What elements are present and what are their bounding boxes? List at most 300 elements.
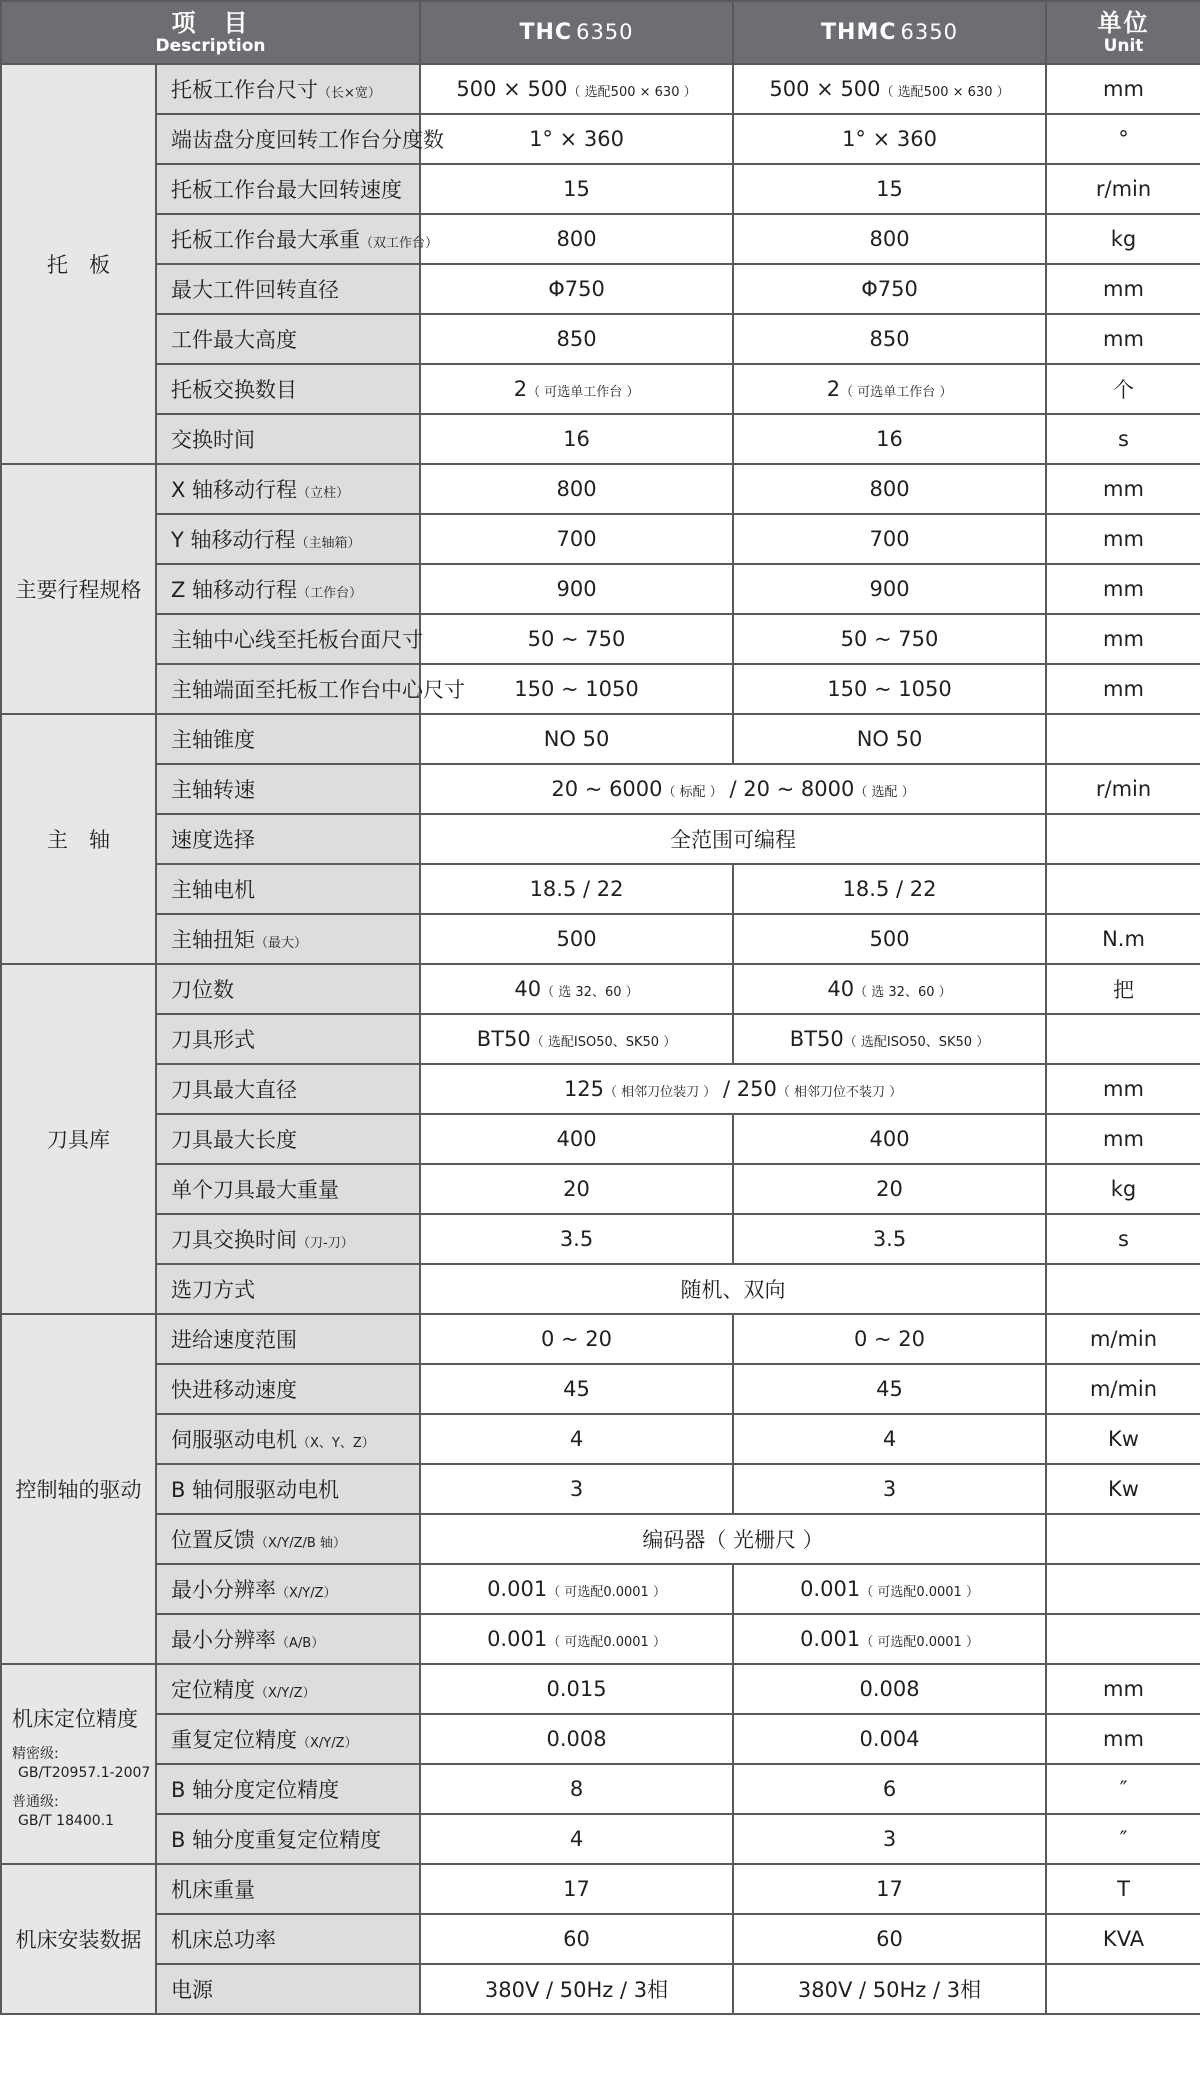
item-cell: [156, 164, 420, 214]
model2-value: 0 ~ 20: [854, 1327, 926, 1351]
item-label: 主轴转速: [171, 778, 255, 802]
item-cell: [156, 714, 420, 764]
merged-value-b: / 250: [716, 1077, 777, 1101]
model1-value: 17: [563, 1877, 590, 1901]
model1-value: 150 ~ 1050: [514, 677, 639, 701]
model1-value-cell: [420, 1814, 733, 1864]
model2-value: 60: [876, 1927, 903, 1951]
item-cell: [156, 1514, 420, 1564]
unit-value: mm: [1103, 527, 1144, 551]
model1-value: 20: [563, 1177, 590, 1201]
model1-value: 0.008: [546, 1727, 607, 1751]
table-row: [1, 914, 1200, 964]
model2-value-note: （ 选配500 × 630 ）: [880, 85, 1010, 100]
table-row: [1, 164, 1200, 214]
table-row: [1, 1014, 1200, 1064]
item-cell: [156, 1664, 420, 1714]
table-row: [1, 964, 1200, 1014]
model2-value-cell: [733, 464, 1046, 514]
unit-cell: [1046, 1714, 1200, 1764]
unit-value: mm: [1103, 1677, 1144, 1701]
unit-value: mm: [1103, 327, 1144, 351]
table-row: [1, 1814, 1200, 1864]
model2-value: 20: [876, 1177, 903, 1201]
item-cell: [156, 814, 420, 864]
model1-value-cell: [420, 1914, 733, 1964]
merged-value-cell: [420, 1064, 1046, 1114]
unit-cell: [1046, 614, 1200, 664]
item-label: 端齿盘分度回转工作台分度数: [171, 128, 444, 152]
model2-value: 18.5 / 22: [842, 877, 937, 901]
item-note: （X/Y/Z/B 轴）: [255, 1536, 346, 1551]
table-row: [1, 1214, 1200, 1264]
model2-value-note: （ 选配ISO50、SK50 ）: [843, 1035, 990, 1050]
item-label: 刀具最大长度: [171, 1128, 297, 1152]
unit-cell: [1046, 1514, 1200, 1564]
model2-value-note: （ 可选配0.0001 ）: [860, 1585, 979, 1600]
item-cell: [156, 1064, 420, 1114]
table-row: [1, 1364, 1200, 1414]
unit-cell: [1046, 1314, 1200, 1364]
table-row: [1, 614, 1200, 664]
group-pallet: [1, 64, 156, 464]
unit-cell: [1046, 1614, 1200, 1664]
model1-value: 0 ~ 20: [541, 1327, 613, 1351]
item-cell: [156, 1414, 420, 1464]
unit-cell: [1046, 1364, 1200, 1414]
table-row: [1, 114, 1200, 164]
model2-value: 0.001: [800, 1577, 861, 1601]
model2-value: 3: [882, 1477, 897, 1501]
model1-value-cell: [420, 1464, 733, 1514]
model2-value: BT50: [789, 1027, 844, 1051]
item-cell: [156, 264, 420, 314]
model1-value-cell: [420, 414, 733, 464]
item-note: （X/Y/Z）: [276, 1586, 337, 1601]
table-row: [1, 564, 1200, 614]
unit-value: mm: [1103, 477, 1144, 501]
group-install-label: 机床安装数据: [15, 1928, 142, 1952]
item-label: 托板工作台最大回转速度: [171, 178, 402, 202]
item-cell: [156, 214, 439, 264]
model1-value-cell: [420, 1164, 733, 1214]
item-label: 单个刀具最大重量: [171, 1178, 339, 1202]
table-row: [1, 514, 1200, 564]
model2-value-cell: [733, 1764, 1046, 1814]
item-cell: [156, 414, 420, 464]
table-row: [1, 1564, 1200, 1614]
model1-value-note: （ 选 32、60 ）: [541, 985, 639, 1000]
model1-value-cell: [420, 564, 733, 614]
item-label: B 轴分度定位精度: [171, 1778, 340, 1802]
item-label: 进给速度范围: [171, 1328, 297, 1352]
group-install: [1, 1864, 156, 2014]
item-cell: [156, 1364, 420, 1414]
item-label: 选刀方式: [171, 1278, 255, 1302]
unit-value: mm: [1103, 1727, 1144, 1751]
model2-value: 0.008: [859, 1677, 920, 1701]
model1-number: 6350: [576, 20, 634, 44]
model2-value: 16: [876, 427, 903, 451]
unit-value: mm: [1103, 1077, 1144, 1101]
table-row: [1, 1164, 1200, 1214]
model1-value: 40: [514, 977, 542, 1001]
table-row: [1, 864, 1200, 914]
model1-value: 3: [569, 1477, 584, 1501]
table-row: [1, 1264, 1200, 1314]
item-label: 最小分辨率: [171, 1578, 276, 1602]
model1-value: 0.015: [546, 1677, 607, 1701]
model2-value-cell: [733, 614, 1046, 664]
group-tool-magazine: [1, 964, 156, 1314]
table-row: [1, 1614, 1200, 1664]
item-label: 主轴锥度: [171, 728, 255, 752]
model2-value: 700: [869, 527, 910, 551]
unit-value: kg: [1110, 227, 1137, 251]
model2-value-cell: [733, 1914, 1046, 1964]
unit-cell: [1046, 1864, 1200, 1914]
model1-value-cell: [420, 1414, 733, 1464]
merged-value-cell: [420, 1264, 1046, 1314]
merged-value-cell: [420, 1514, 1046, 1564]
item-note: （最大）: [255, 936, 308, 951]
model1-value-cell: [420, 264, 733, 314]
unit-value: mm: [1103, 1127, 1144, 1151]
unit-value: m/min: [1089, 1327, 1158, 1351]
model1-value-cell: [420, 1364, 733, 1414]
unit-value: mm: [1103, 277, 1144, 301]
item-cell: [156, 1814, 420, 1864]
model1-value-cell: [420, 1564, 733, 1614]
table-row: [1, 64, 1200, 114]
header-model-1: [420, 1, 733, 64]
model2-value: 500 × 500: [769, 77, 881, 101]
table-row: [1, 664, 1200, 714]
item-cell: [156, 864, 420, 914]
model2-value-cell: [733, 514, 1046, 564]
unit-cell: [1046, 664, 1200, 714]
unit-value: mm: [1103, 577, 1144, 601]
model2-value: 150 ~ 1050: [827, 677, 952, 701]
group-axis-drive-label: 控制轴的驱动: [15, 1478, 142, 1502]
item-label: 托板工作台尺寸: [171, 78, 318, 102]
model2-value: 500: [869, 927, 910, 951]
item-cell: [156, 1714, 420, 1764]
unit-value: 个: [1113, 378, 1135, 402]
table-row: [1, 1664, 1200, 1714]
model2-value-cell: [733, 1114, 1046, 1164]
item-label: 快进移动速度: [171, 1378, 297, 1402]
item-note: （X/Y/Z）: [297, 1736, 358, 1751]
model2-value-cell: [733, 1464, 1046, 1514]
table-row: [1, 464, 1200, 514]
item-label: 工件最大高度: [171, 328, 297, 352]
precision-title: 机床定位精度: [12, 1707, 138, 1731]
model2-value-cell: [733, 264, 1046, 314]
unit-value: KVA: [1102, 1927, 1145, 1951]
model1-value-cell: [420, 1664, 733, 1714]
unit-value: r/min: [1095, 777, 1152, 801]
model1-value: 16: [563, 427, 590, 451]
unit-cell: [1046, 1764, 1200, 1814]
item-note: （双工作台）: [360, 236, 439, 251]
item-label: 电源: [171, 1978, 213, 2002]
item-note: （长×宽）: [318, 86, 381, 101]
header-item-cn: 项 目: [171, 8, 250, 37]
group-spindle: [1, 714, 156, 964]
unit-cell: [1046, 214, 1200, 264]
unit-cell: [1046, 714, 1200, 764]
table-row: [1, 1964, 1200, 2014]
merged-value-a: 125: [563, 1077, 605, 1101]
model1-value: 400: [556, 1127, 597, 1151]
model1-value-cell: [420, 1964, 733, 2014]
model2-value-cell: [733, 964, 1046, 1014]
item-label: 主轴端面至托板工作台中心尺寸: [171, 678, 465, 702]
model2-value-cell: [733, 364, 1046, 414]
header-item-en: Description: [155, 35, 266, 56]
precision-note2-label: 普通级:: [12, 1794, 59, 1810]
item-label: 刀具交换时间: [171, 1228, 297, 1252]
table-row: [1, 414, 1200, 464]
header-unit-cn: 单位: [1097, 8, 1150, 37]
model2-value: 900: [869, 577, 910, 601]
model2-value: 40: [827, 977, 855, 1001]
model1-value: 2: [513, 377, 528, 401]
merged-value-a: 随机、双向: [680, 1278, 786, 1302]
unit-value: N.m: [1102, 927, 1145, 951]
model2-brand: THMC: [821, 20, 897, 45]
model1-value-cell: [420, 514, 733, 564]
model2-value-cell: [733, 1864, 1046, 1914]
model1-value-cell: [420, 464, 733, 514]
item-note: （X/Y/Z）: [255, 1686, 316, 1701]
model1-value-cell: [420, 314, 733, 364]
model2-value-cell: [733, 564, 1046, 614]
model1-value-note: （ 可选单工作台 ）: [527, 385, 640, 400]
model1-value-cell: [420, 364, 733, 414]
model1-value-cell: [420, 964, 733, 1014]
model1-value: 800: [556, 477, 597, 501]
model2-value-cell: [733, 414, 1046, 464]
item-cell: [156, 64, 420, 114]
model2-value-note: （ 可选单工作台 ）: [840, 385, 953, 400]
model2-value-cell: [733, 1414, 1046, 1464]
model1-value-cell: [420, 614, 733, 664]
model1-value: 800: [556, 227, 597, 251]
model2-value-cell: [733, 1014, 1046, 1064]
header-description: [1, 1, 420, 64]
unit-cell: [1046, 764, 1200, 814]
group-axis-drive: [1, 1314, 156, 1664]
item-label: 刀位数: [171, 978, 234, 1002]
item-note: （主轴箱）: [295, 536, 361, 551]
item-label: 伺服驱动电机: [171, 1428, 297, 1452]
item-label: 最大工件回转直径: [171, 278, 339, 302]
item-label: B 轴分度重复定位精度: [171, 1828, 382, 1852]
model2-value-cell: [733, 1364, 1046, 1414]
model1-value: NO 50: [543, 727, 610, 751]
item-label: Z 轴移动行程: [171, 578, 298, 602]
model1-value: 850: [556, 327, 597, 351]
model1-value-cell: [420, 1864, 733, 1914]
group-tool-magazine-label: 刀具库: [47, 1128, 110, 1152]
model1-value-cell: [420, 114, 733, 164]
item-cell: [156, 1214, 420, 1264]
item-cell: [156, 1164, 420, 1214]
model2-value-cell: [733, 664, 1046, 714]
unit-cell: [1046, 964, 1200, 1014]
item-cell: [156, 1864, 420, 1914]
merged-value-a: 全范围可编程: [670, 828, 797, 852]
unit-cell: [1046, 1114, 1200, 1164]
item-cell: [156, 964, 420, 1014]
item-label: 托板交换数目: [171, 378, 297, 402]
model2-value-note: （ 选 32、60 ）: [854, 985, 952, 1000]
item-note: （刀-刀）: [297, 1236, 354, 1251]
unit-cell: [1046, 1914, 1200, 1964]
model1-value-cell: [420, 914, 733, 964]
model1-value: 380V / 50Hz / 3相: [484, 1978, 669, 2002]
item-cell: [156, 764, 420, 814]
item-note: （工作台）: [297, 586, 363, 601]
model2-value: 400: [869, 1127, 910, 1151]
model2-value: 45: [876, 1377, 903, 1401]
model2-value-cell: [733, 1214, 1046, 1264]
merged-value-b: / 20 ~ 8000: [722, 777, 855, 801]
table-row: [1, 364, 1200, 414]
unit-cell: [1046, 1414, 1200, 1464]
unit-cell: [1046, 1664, 1200, 1714]
unit-cell: [1046, 1564, 1200, 1614]
unit-value: ″: [1119, 1777, 1128, 1801]
table-row: [1, 764, 1200, 814]
merged-value-a: 编码器（ 光栅尺 ）: [642, 1528, 824, 1552]
group-pallet-label: 托 板: [47, 253, 110, 277]
model1-value: 900: [556, 577, 597, 601]
header-unit: [1046, 1, 1200, 64]
unit-cell: [1046, 414, 1200, 464]
model2-value-cell: [733, 1664, 1046, 1714]
unit-value: Kw: [1108, 1427, 1139, 1451]
item-cell: [156, 1264, 420, 1314]
model1-value-cell: [420, 1714, 733, 1764]
model1-value-cell: [420, 214, 733, 264]
model2-value-cell: [733, 1164, 1046, 1214]
unit-cell: [1046, 314, 1200, 364]
model1-value: 500: [556, 927, 597, 951]
precision-note1-standard: GB/T20957.1-2007: [18, 1765, 151, 1781]
table-row: [1, 1114, 1200, 1164]
model1-value-cell: [420, 1764, 733, 1814]
model1-value: 8: [569, 1777, 584, 1801]
unit-value: 把: [1113, 978, 1135, 1002]
model2-value-cell: [733, 1814, 1046, 1864]
unit-cell: [1046, 164, 1200, 214]
header-row: [1, 1, 1200, 64]
model1-value: 45: [563, 1377, 590, 1401]
model1-value: 1° × 360: [529, 127, 624, 151]
merged-value-cell: [420, 814, 1046, 864]
item-label: 主轴电机: [171, 878, 255, 902]
model2-value: 50 ~ 750: [840, 627, 939, 651]
merged-value-a-note: （ 标配 ）: [662, 785, 723, 800]
unit-cell: [1046, 564, 1200, 614]
unit-cell: [1046, 1464, 1200, 1514]
model2-value: 850: [869, 327, 910, 351]
model1-value-cell: [420, 1114, 733, 1164]
model1-value-cell: [420, 1214, 733, 1264]
model2-value: 0.001: [800, 1627, 861, 1651]
unit-cell: [1046, 114, 1200, 164]
item-cell: [156, 464, 420, 514]
item-cell: [156, 1114, 420, 1164]
item-label: Y 轴移动行程: [171, 528, 296, 552]
model2-value-cell: [733, 1614, 1046, 1664]
item-label: 主轴中心线至托板台面尺寸: [171, 628, 423, 652]
model1-value-note: （ 可选配0.0001 ）: [547, 1635, 666, 1650]
merged-value-b-note: （ 相邻刀位不装刀 ）: [776, 1085, 903, 1100]
unit-value: kg: [1110, 1177, 1137, 1201]
model2-value: 2: [826, 377, 841, 401]
group-travel-label: 主要行程规格: [15, 578, 142, 602]
group-travel: [1, 464, 156, 714]
model2-value: 17: [876, 1877, 903, 1901]
unit-cell: [1046, 1064, 1200, 1114]
table-row: [1, 814, 1200, 864]
item-cell: [156, 1764, 420, 1814]
table-row: [1, 1914, 1200, 1964]
spacer: [12, 1783, 155, 1793]
group-precision: [1, 1664, 156, 1864]
item-cell: [156, 114, 444, 164]
item-cell: [156, 364, 420, 414]
model2-value-cell: [733, 1714, 1046, 1764]
model2-value: Φ750: [861, 277, 918, 301]
item-cell: [156, 1614, 420, 1664]
unit-value: mm: [1103, 77, 1144, 101]
precision-note1-label: 精密级:: [12, 1746, 59, 1762]
unit-cell: [1046, 1264, 1200, 1314]
model1-value-cell: [420, 1014, 733, 1064]
item-label: 重复定位精度: [171, 1728, 297, 1752]
merged-value-cell: [420, 764, 1046, 814]
item-cell: [156, 1314, 420, 1364]
model2-value-cell: [733, 64, 1046, 114]
model1-value: 50 ~ 750: [527, 627, 626, 651]
precision-note2-standard: GB/T 18400.1: [18, 1813, 115, 1829]
table-row: [1, 1414, 1200, 1464]
model2-value: NO 50: [856, 727, 923, 751]
table-row: [1, 264, 1200, 314]
item-label: 机床重量: [171, 1878, 255, 1902]
item-cell: [156, 314, 420, 364]
item-label: 交换时间: [171, 428, 255, 452]
item-note: （A/B）: [276, 1636, 325, 1651]
unit-cell: [1046, 914, 1200, 964]
item-cell: [156, 1464, 420, 1514]
item-note: （X、Y、Z）: [297, 1436, 375, 1451]
unit-cell: [1046, 864, 1200, 914]
item-label: 定位精度: [171, 1678, 255, 1702]
model1-brand: THC: [519, 20, 573, 45]
model2-value-cell: [733, 114, 1046, 164]
model2-value: 1° × 360: [842, 127, 937, 151]
unit-cell: [1046, 464, 1200, 514]
item-label: 位置反馈: [171, 1528, 255, 1552]
item-cell: [156, 564, 420, 614]
model2-value: 6: [882, 1777, 897, 1801]
